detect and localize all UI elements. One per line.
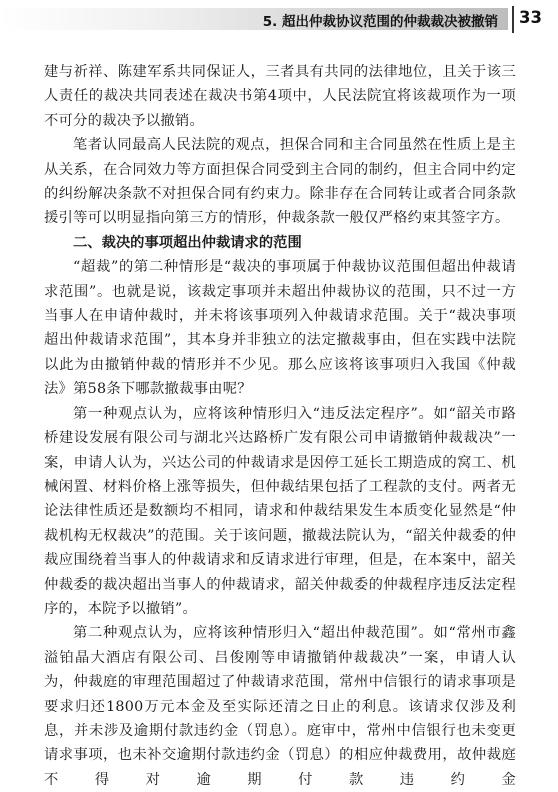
page-body <box>44 60 516 792</box>
header-divider <box>512 6 514 33</box>
paragraph-5: 第二种观点认为，应将该种情形归入“超出仲裁范围”。如“常州市鑫溢铂晶大酒店有限公司、吕俊刚等申请撤销仲裁裁决”一案，申请人认为，仲裁庭的审理范围超过了仲裁请求范围，常州中信银行的请求事项是要求归还1800万元本金及至实际还清之日止的利息。该请求仅涉及利息，并未涉及逾期付款违约金（罚息）。庭审中，常州中信银行也未变更请求事项，也未补交逾期付款违约金（罚息）的相应仲裁费用，故仲裁庭不得对逾期付款违约金 <box>44 625 516 788</box>
paragraph-2: 笔者认同最高人民法院的观点，担保合同和主合同虽然在性质上是主从关系，在合同效力等方面担保合同受到主合同的制约，但主合同中约定的纠纷解决条款不对担保合同有约束力。除非存在合同转让或者合同条款援引等可以明显指向第三方的情形，仲裁条款一般仅严格约束其签字方。 <box>44 137 516 227</box>
section-heading: 二、裁决的事项超出仲裁请求的范围 <box>73 234 302 251</box>
chapter-title: 5. 超出仲裁协议范围的仲裁裁决被撤销 <box>262 14 498 30</box>
running-header <box>0 6 558 32</box>
page-number: 33 <box>519 8 542 27</box>
paragraph-4: 第一种观点认为，应将该种情形归入“违反法定程序”。如“韶关市路桥建设发展有限公司与湖北兴达路桥广发有限公司申请撤销仲裁裁决”一案，申请人认为，兴达公司的仲裁请求是因停工延长工期造成的窝工、机械闲置、材料价格上涨等损失，但仲裁结果包括了工程款的支付。两者无论法律性质还是数额均不相同，请求和仲裁结果发生本质变化显然是“仲裁机构无权裁决”的范围。关于该问题，撤裁法院认为，“韶关仲裁委的仲裁应围绕着当事人的仲裁请求和反请求进行审理，但是，在本案中，韶关仲裁委的裁决超出当事人的仲裁请求，韶关仲裁委的仲裁程序违反法定程序的，本院予以撤销”。 <box>44 405 516 617</box>
paragraph-3: “超裁”的第二种情形是“裁决的事项属于仲裁协议范围但超出仲裁请求范围”。也就是说，该裁定事项并未超出仲裁协议的范围，只不过一方当事人在申请仲裁时，并未将该事项列入仲裁请求范围。关于“裁决事项超出仲裁请求范围”，其本身并非独立的法定撤裁事由，但在实践中法院以此为由撤销仲裁的情形并不少见。那么应该将该事项归入我国《仲裁法》第58条下哪款撤裁事由呢？ <box>44 259 516 398</box>
paragraph-1: 建与祈祥、陈建军系共同保证人，三者具有共同的法律地位，且关于该三人责任的裁决共同表述在裁决书第4项中，人民法院宜将该裁项作为一项不可分的裁决予以撤销。 <box>44 64 516 129</box>
